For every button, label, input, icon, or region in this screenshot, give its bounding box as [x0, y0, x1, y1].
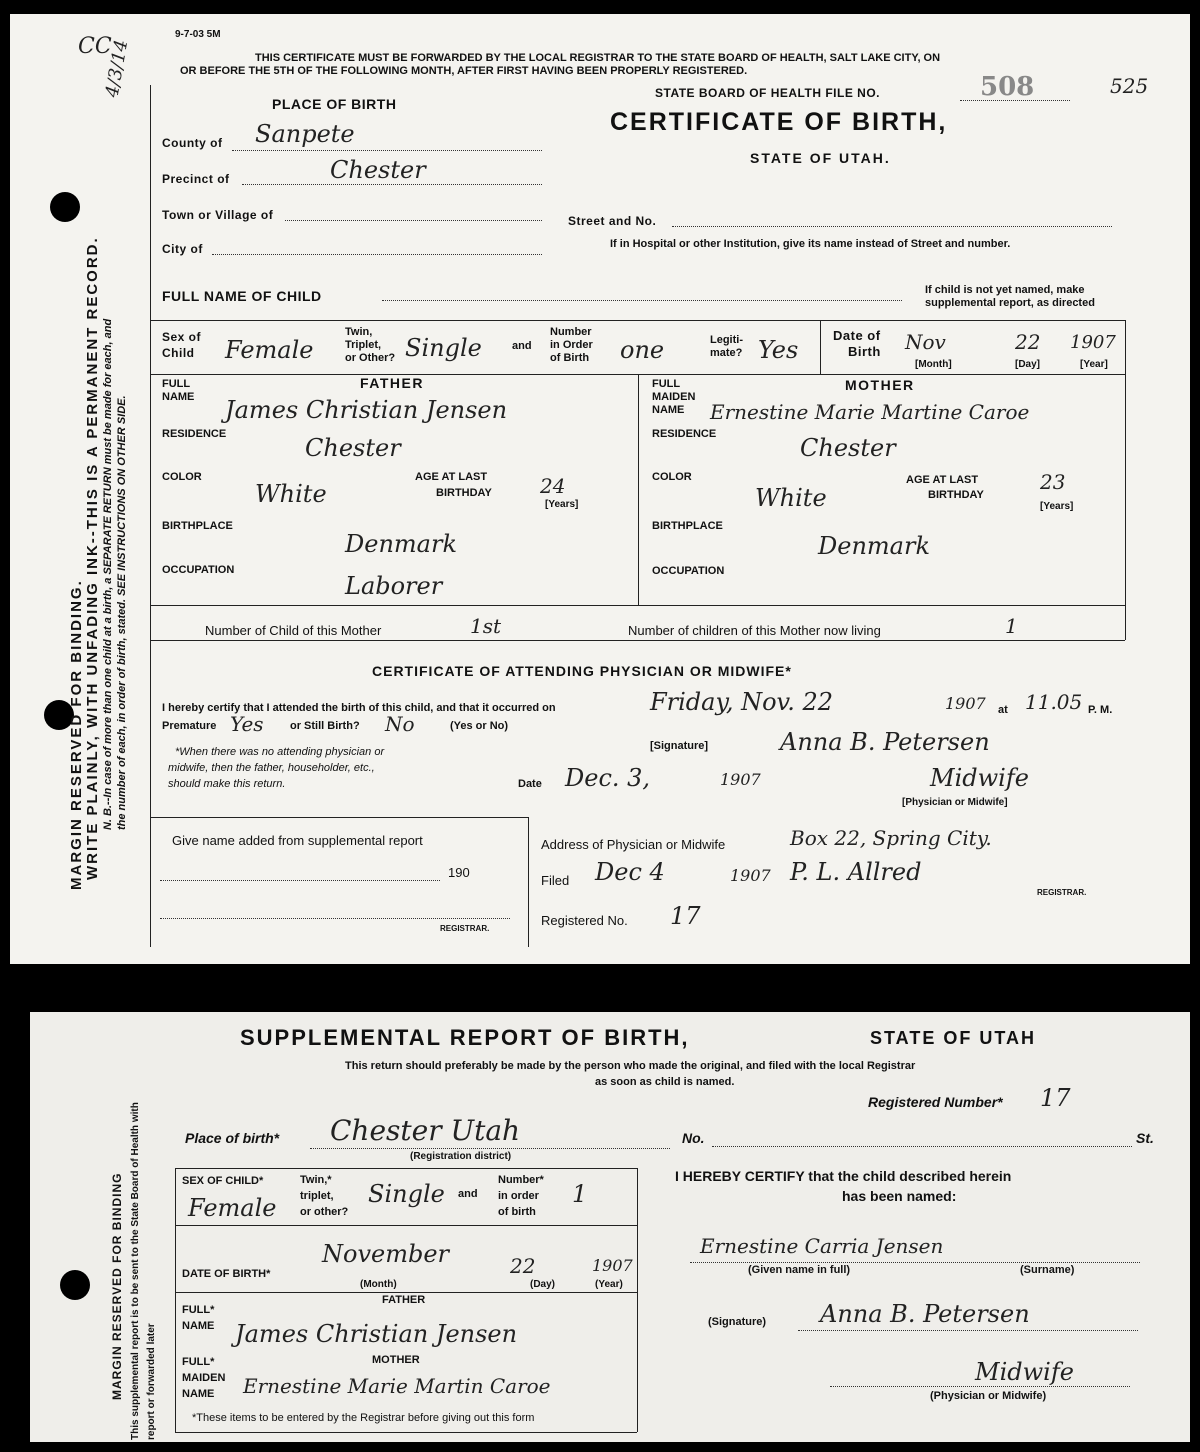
supp-twin-label-2: triplet,: [300, 1190, 334, 1202]
supp-father-name-label: NAME: [182, 1320, 215, 1332]
form-code: 9-7-03 5M: [175, 29, 221, 40]
legit-label-2: mate?: [710, 347, 743, 359]
place-of-birth-heading: PLACE OF BIRTH: [272, 96, 397, 112]
supp-name-note: Give name added from supplemental report: [172, 833, 423, 848]
street-label: Street and No.: [568, 214, 657, 228]
supp-margin-note: This supplemental report is to be sent to the State Board of Health with: [130, 1102, 141, 1440]
father-birthplace-label: BIRTHPLACE: [162, 520, 233, 532]
father-occupation-label: OCCUPATION: [162, 564, 235, 576]
number-label-2: in Order: [550, 339, 593, 351]
still-label: or Still Birth?: [290, 720, 360, 732]
father-heading: FATHER: [360, 375, 424, 391]
supp-number-label-2: in order: [498, 1190, 539, 1202]
supp-190: 190: [448, 865, 470, 880]
signature-label: [Signature]: [650, 740, 709, 752]
father-name: James Christian Jensen: [225, 396, 508, 424]
cert-date: Dec. 3,: [565, 764, 651, 792]
supp-margin-binding: MARGIN RESERVED FOR BINDING: [110, 1172, 124, 1400]
address-label: Address of Physician or Midwife: [541, 837, 726, 852]
mother-name-label: NAME: [652, 404, 685, 416]
phys-or-midwife-label: [Physician or Midwife]: [902, 797, 1008, 808]
supp-signature: Anna B. Petersen: [820, 1300, 1030, 1328]
supp-dob-day: 22: [510, 1254, 536, 1278]
supp-sex: Female: [188, 1194, 277, 1222]
supp-certify: I HEREBY CERTIFY that the child described herein: [675, 1168, 1012, 1184]
at-label: at: [998, 704, 1008, 716]
supp-certify-2: has been named:: [842, 1188, 957, 1204]
registrar-signature: P. L. Allred: [790, 858, 922, 886]
child-number-label: Number of Child of this Mother: [205, 623, 382, 638]
legit-value: Yes: [758, 336, 799, 364]
supp-intro: This return should preferably be made by the person who made the original, and filed with the local Registrar: [345, 1060, 916, 1072]
father-color-label: COLOR: [162, 471, 202, 483]
filed-label: Filed: [541, 873, 570, 888]
supp-title: SUPPLEMENTAL REPORT OF BIRTH,: [240, 1025, 690, 1050]
supp-dob-month: November: [322, 1240, 450, 1268]
supp-place: Chester Utah: [330, 1114, 521, 1147]
father-full-label: FULL: [162, 378, 191, 390]
supp-title-state: STATE OF UTAH: [870, 1028, 1036, 1048]
father-age-label: AGE AT LAST: [415, 471, 488, 483]
filed-date: Dec 4: [595, 858, 665, 886]
supp-registered-label: Registered Number*: [868, 1094, 1003, 1110]
physician-signature: Anna B. Petersen: [780, 728, 990, 756]
supp-twin: Single: [368, 1180, 445, 1208]
father-years-label: [Years]: [545, 499, 579, 510]
physician-address: Box 22, Spring City.: [790, 826, 992, 850]
supp-given-label: (Given name in full): [748, 1264, 851, 1276]
father-residence-label: RESIDENCE: [162, 428, 227, 440]
cert-date-year: 1907: [720, 770, 761, 789]
registrar-label-left: REGISTRAR.: [440, 924, 490, 933]
number-label: Number: [550, 326, 592, 338]
file-no-side: 525: [1110, 74, 1149, 98]
sex-value: Female: [225, 336, 314, 364]
hospital-note: If in Hospital or other Institution, give its name instead of Street and number.: [610, 238, 1011, 250]
mother-age-label: AGE AT LAST: [906, 474, 979, 486]
filed-year: 1907: [730, 866, 771, 885]
mother-residence-label: RESIDENCE: [652, 428, 717, 440]
supp-day-label: (Day): [530, 1279, 556, 1290]
certificate-title: CERTIFICATE OF BIRTH,: [610, 108, 948, 136]
margin-nb-note-2: the number of each, in order of birth, stated. SEE INSTRUCTIONS ON OTHER SIDE.: [116, 395, 128, 830]
supp-mother-name: Ernestine Marie Martin Caroe: [243, 1374, 551, 1398]
date-label: Date: [518, 778, 542, 790]
occurred-on: Friday, Nov. 22: [650, 688, 834, 716]
supp-father-name: James Christian Jensen: [235, 1320, 518, 1348]
supp-child-name: Ernestine Carria Jensen: [700, 1234, 944, 1258]
dob-label-2: Birth: [848, 344, 881, 359]
notice-line-1: THIS CERTIFICATE MUST BE FORWARDED BY THE LOCAL REGISTRAR TO THE STATE BOARD OF HEALTH, SALT LAKE CITY, ON: [255, 52, 941, 64]
sex-label-2: Child: [162, 346, 195, 360]
when-note-2: midwife, then the father, householder, etc.,: [168, 762, 375, 774]
supp-month-label: (Month): [360, 1279, 397, 1290]
number-label-3: of Birth: [550, 352, 590, 364]
when-note: *When there was no attending physician or: [175, 746, 385, 758]
supp-place-label: Place of birth*: [185, 1130, 280, 1146]
file-no-label: STATE BOARD OF HEALTH FILE NO.: [655, 86, 880, 100]
corner-note: CC: [78, 34, 112, 59]
supp-father-full-label: FULL*: [182, 1304, 215, 1316]
occurred-year: 1907: [945, 694, 986, 713]
margin-nb-note: N. B.--In case of more than one child at a birth, a SEPARATE RETURN must be made for each, and: [102, 318, 114, 830]
supp-number-label-3: of birth: [498, 1206, 536, 1218]
supp-reg-district: (Registration district): [410, 1151, 512, 1162]
dob-label: Date of: [833, 328, 881, 343]
mother-age: 23: [1040, 470, 1066, 494]
registrar-label-right: REGISTRAR.: [1037, 888, 1087, 897]
full-name-label: FULL NAME OF CHILD: [162, 288, 322, 304]
supp-father-heading: FATHER: [382, 1294, 426, 1306]
county-value: Sanpete: [255, 120, 355, 148]
supp-year-label: (Year): [595, 1279, 623, 1290]
supp-twin-label: Twin,*: [300, 1174, 332, 1186]
supp-no-label: No.: [682, 1130, 705, 1146]
registered-label: Registered No.: [541, 913, 628, 928]
twin-label-3: or Other?: [345, 352, 396, 364]
supp-title-signed: Midwife: [975, 1358, 1074, 1386]
dob-day: 22: [1015, 330, 1041, 354]
mother-heading: MOTHER: [845, 377, 915, 393]
margin-permanent-record-text: WRITE PLAINLY, WITH UNFADING INK--THIS IS A PERMANENT RECORD.: [84, 236, 101, 880]
precinct-value: Chester: [330, 156, 426, 184]
supp-number-label: Number*: [498, 1174, 544, 1186]
occurred-time: 11.05: [1025, 690, 1083, 714]
father-color: White: [255, 480, 327, 508]
and-label: and: [512, 340, 532, 352]
children-living: 1: [1005, 614, 1018, 638]
still-value: No: [385, 712, 415, 736]
mother-residence: Chester: [800, 434, 896, 462]
supp-mother-heading: MOTHER: [372, 1354, 420, 1366]
children-living-label: Number of children of this Mother now living: [628, 623, 881, 638]
mother-full-label: FULL: [652, 378, 681, 390]
dob-year: 1907: [1070, 332, 1116, 353]
supp-registered-no: 17: [1040, 1084, 1071, 1112]
father-birthday-label: BIRTHDAY: [436, 487, 492, 499]
mother-occupation-label: OCCUPATION: [652, 565, 725, 577]
mother-color-label: COLOR: [652, 471, 692, 483]
supp-mother-full-label: FULL*: [182, 1356, 215, 1368]
supp-sex-label: SEX OF CHILD*: [182, 1175, 264, 1187]
supp-twin-label-3: or other?: [300, 1206, 349, 1218]
supp-registrar-note: *These items to be entered by the Registrar before giving out this form: [192, 1412, 535, 1424]
mother-color: White: [755, 484, 827, 512]
title-signed: Midwife: [930, 764, 1029, 792]
when-note-3: should make this return.: [168, 778, 286, 790]
certify-text: I hereby certify that I attended the birth of this child, and that it occurred on: [162, 702, 556, 714]
month-label: [Month]: [915, 359, 952, 370]
legit-label: Legiti-: [710, 334, 743, 346]
dob-month: Nov: [905, 330, 946, 354]
father-name-label: NAME: [162, 391, 195, 403]
father-age: 24: [540, 474, 566, 498]
number-order-value: one: [620, 336, 665, 364]
margin-binding-text: MARGIN RESERVED FOR BINDING.: [68, 579, 85, 890]
county-label: County of: [162, 136, 223, 150]
not-named-note-2: supplemental report, as directed: [925, 297, 1095, 309]
premature-label: Premature: [162, 720, 217, 732]
supp-signature-label: (Signature): [708, 1316, 767, 1328]
city-label: City of: [162, 242, 203, 256]
mother-years-label: [Years]: [1040, 501, 1074, 512]
twin-label: Twin,: [345, 326, 373, 338]
corner-note-date: 4/3/14: [101, 38, 133, 99]
father-occupation: Laborer: [345, 572, 443, 600]
premature-value: Yes: [230, 712, 264, 736]
registered-no: 17: [670, 902, 701, 930]
supp-phys-or-midwife: (Physician or Midwife): [930, 1390, 1047, 1402]
supp-surname-label: (Surname): [1020, 1264, 1075, 1276]
binding-hole: [50, 192, 80, 222]
precinct-label: Precinct of: [162, 172, 230, 186]
child-number: 1st: [470, 614, 502, 638]
yes-no-label: (Yes or No): [450, 720, 509, 732]
father-birthplace: Denmark: [345, 530, 457, 558]
notice-line-2: OR BEFORE THE 5TH OF THE FOLLOWING MONTH, AFTER FIRST HAVING BEEN PROPERLY REGISTERED.: [180, 65, 748, 77]
supp-number-order: 1: [572, 1180, 588, 1208]
twin-value: Single: [405, 334, 482, 362]
supp-st-label: St.: [1136, 1130, 1154, 1146]
not-named-note: If child is not yet named, make: [925, 284, 1085, 296]
supp-intro-2: as soon as child is named.: [595, 1076, 735, 1088]
mother-maiden-label: MAIDEN: [652, 391, 696, 403]
town-label: Town or Village of: [162, 208, 274, 222]
supp-mother-maiden-label: MAIDEN: [182, 1372, 226, 1384]
supp-dob-year: 1907: [592, 1256, 633, 1275]
sex-label: Sex of: [162, 330, 202, 344]
certificate-subtitle: STATE OF UTAH.: [750, 150, 891, 166]
twin-label-2: Triplet,: [345, 339, 382, 351]
physician-heading: CERTIFICATE OF ATTENDING PHYSICIAN OR MIDWIFE*: [372, 663, 792, 679]
supp-margin-note-2: report or forwarded later: [146, 1323, 157, 1440]
supp-dob-label: DATE OF BIRTH*: [182, 1268, 271, 1280]
mother-birthplace: Denmark: [818, 532, 930, 560]
file-no: 508: [980, 72, 1035, 102]
supp-mother-name-label: NAME: [182, 1388, 215, 1400]
mother-birthplace-label: BIRTHPLACE: [652, 520, 723, 532]
father-residence: Chester: [305, 434, 401, 462]
supp-and-label: and: [458, 1188, 478, 1200]
binding-hole: [60, 1270, 90, 1300]
mother-birthday-label: BIRTHDAY: [928, 489, 984, 501]
birth-certificate: [10, 14, 1190, 964]
pm-label: P. M.: [1088, 704, 1113, 716]
day-label: [Day]: [1015, 359, 1041, 370]
mother-name: Ernestine Marie Martine Caroe: [710, 400, 1030, 424]
year-label: [Year]: [1080, 359, 1108, 370]
